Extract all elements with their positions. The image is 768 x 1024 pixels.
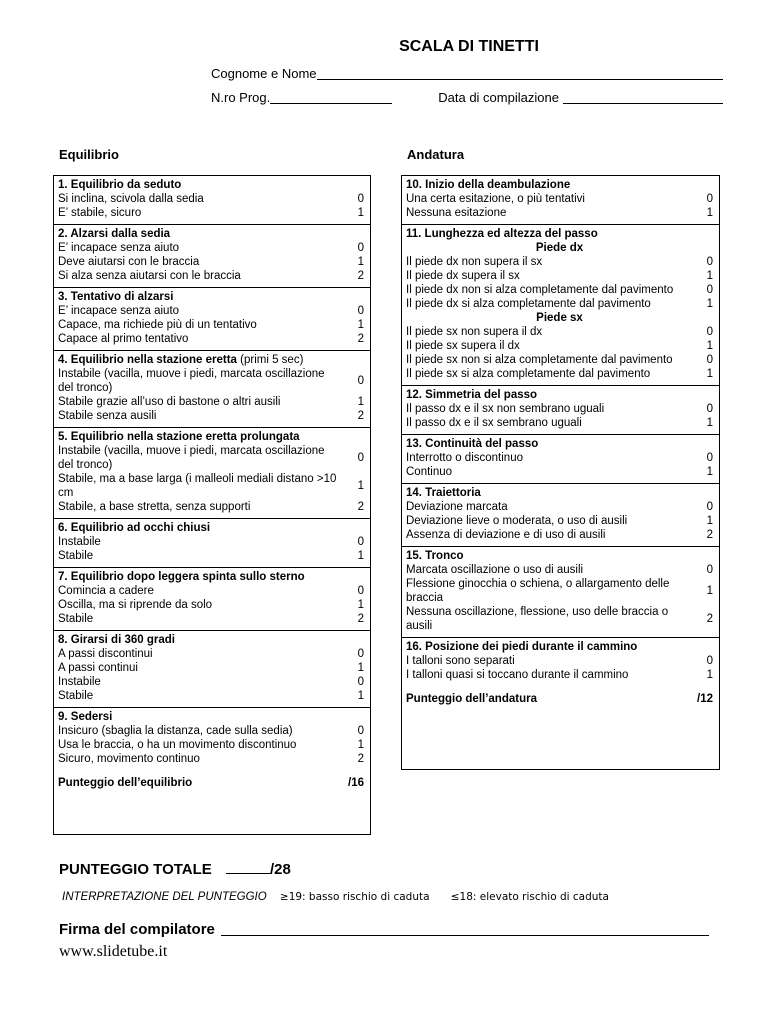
item-title (406, 640, 713, 654)
scale-item (54, 567, 370, 630)
score-option-row[interactable] (58, 206, 364, 220)
option-score: 1 (357, 739, 364, 751)
scale-item (402, 637, 719, 710)
option-score: 0 (357, 648, 364, 660)
scale-item (54, 427, 370, 518)
option-score: 2 (357, 270, 364, 282)
option-score: 1 (706, 368, 713, 380)
option-text: Oscilla, ma si riprende da solo (58, 599, 213, 611)
score-option-row[interactable] (406, 353, 713, 367)
option-score: 0 (357, 725, 364, 737)
option-score: 1 (357, 396, 364, 408)
scale-item (402, 483, 719, 546)
option-text: Il piede sx supera il dx (406, 340, 520, 352)
score-option-row[interactable] (406, 255, 713, 269)
option-score: 1 (357, 550, 364, 562)
prog-input-line[interactable] (270, 90, 392, 104)
foot-subheading: Piede sx (536, 312, 583, 324)
interpretation-row (62, 891, 609, 903)
option-text: Deviazione lieve o moderata, o uso di ausili (406, 515, 628, 527)
scale-item (402, 224, 719, 385)
scale-item (402, 434, 719, 483)
option-text: Flessione ginocchia o schiena, o allargamento delle braccia (406, 578, 670, 604)
item-title (406, 437, 713, 451)
option-score: 1 (357, 662, 364, 674)
option-text: Il passo dx e il sx non sembrano uguali (406, 403, 605, 415)
option-text: E’ stabile, sicuro (58, 207, 142, 219)
option-score: 1 (357, 256, 364, 268)
score-option-row[interactable] (58, 724, 364, 738)
score-option-row[interactable] (58, 241, 364, 255)
option-score: 0 (706, 326, 713, 338)
option-score: 2 (357, 410, 364, 422)
section-total-label: Punteggio dell’equilibrio (58, 777, 193, 789)
item-title (58, 290, 364, 304)
item-title (58, 178, 364, 192)
item-title-note: (primi 5 sec) (240, 354, 304, 366)
section-total-label: Punteggio dell’andatura (406, 693, 537, 705)
score-option-row[interactable] (58, 752, 364, 766)
scale-item (54, 518, 370, 567)
option-text: Stabile (58, 550, 94, 562)
score-option-row[interactable] (58, 500, 364, 514)
option-score: 2 (706, 613, 713, 625)
option-text: Instabile (58, 536, 101, 548)
option-score: 0 (357, 585, 364, 597)
score-option-row[interactable] (58, 612, 364, 626)
score-option-row[interactable] (58, 535, 364, 549)
date-label: Data di compilazione (438, 90, 559, 105)
total-score-row (59, 861, 291, 878)
option-text: Nessuna oscillazione, flessione, uso delle braccia o ausili (406, 606, 669, 632)
score-option-row[interactable] (406, 465, 713, 479)
option-text: Il piede dx supera il sx (406, 270, 520, 282)
option-score: 0 (706, 284, 713, 296)
option-text: Stabile, ma a base larga (i malleoli mediali distano >10 cm (58, 473, 337, 499)
option-score: 0 (706, 354, 713, 366)
score-option-row[interactable] (406, 297, 713, 311)
score-option-row[interactable] (406, 528, 713, 542)
foot-subheading: Piede dx (535, 242, 584, 254)
option-score: 2 (357, 753, 364, 765)
option-text: Deviazione marcata (406, 501, 508, 513)
item-title-text: 5. Equilibrio nella stazione eretta prolungata (58, 431, 300, 443)
score-option-row[interactable] (58, 598, 364, 612)
equilibrio-section (53, 175, 371, 835)
scale-item (54, 350, 370, 427)
option-text: Il piede sx non supera il dx (406, 326, 543, 338)
section-total-max: /16 (348, 777, 364, 789)
option-score: 0 (706, 256, 713, 268)
score-option-row[interactable] (58, 549, 364, 563)
option-score: 0 (706, 564, 713, 576)
option-text: Instabile (vacilla, muove i piedi, marcata oscillazione del tronco) (58, 368, 325, 394)
option-score: 1 (706, 669, 713, 681)
signature-input-line[interactable] (221, 921, 709, 936)
score-option-row[interactable] (406, 514, 713, 528)
option-score: 1 (706, 340, 713, 352)
option-text: I talloni quasi si toccano durante il cammino (406, 669, 629, 681)
score-option-row[interactable] (58, 255, 364, 269)
option-text: I talloni sono separati (406, 655, 515, 667)
option-text: Comincia a cadere (58, 585, 154, 597)
prog-date-row (211, 90, 723, 105)
option-text: Il piede sx non si alza completamente dal pavimento (406, 354, 673, 366)
score-option-row[interactable] (406, 668, 713, 682)
item-title-text: 8. Girarsi di 360 gradi (58, 634, 175, 646)
interpretation-label: INTERPRETAZIONE DEL PUNTEGGIO (62, 891, 267, 903)
item-title (406, 388, 713, 402)
item-title-text: 2. Alzarsi dalla sedia (58, 228, 171, 240)
section-total-row (406, 682, 713, 706)
scale-item (402, 385, 719, 434)
item-title (406, 486, 713, 500)
score-option-row[interactable] (406, 500, 713, 514)
scale-item (54, 176, 370, 224)
item-title-text: 6. Equilibrio ad occhi chiusi (58, 522, 211, 534)
score-option-row[interactable] (406, 283, 713, 297)
option-score: 1 (706, 515, 713, 527)
score-option-row[interactable] (406, 577, 713, 605)
option-score: 1 (357, 599, 364, 611)
total-score-input-line[interactable] (226, 861, 270, 874)
option-text: Instabile (58, 676, 101, 688)
option-score: 2 (706, 529, 713, 541)
item-title-text: 7. Equilibrio dopo leggera spinta sullo sterno (58, 571, 305, 583)
score-option-row[interactable] (406, 605, 713, 633)
option-score: 0 (357, 452, 364, 464)
option-score: 0 (357, 305, 364, 317)
item-title (58, 633, 364, 647)
item-title-text: 16. Posizione dei piedi durante il cammino (406, 641, 638, 653)
page-title: SCALA DI TINETTI (399, 38, 539, 55)
item-title (58, 353, 364, 367)
signature-label: Firma del compilatore (59, 921, 215, 938)
option-score: 0 (357, 193, 364, 205)
score-option-row[interactable] (406, 206, 713, 220)
option-score: 0 (357, 242, 364, 254)
option-text: Capace al primo tentativo (58, 333, 189, 345)
score-option-row[interactable] (58, 304, 364, 318)
score-option-row[interactable] (58, 332, 364, 346)
source-url: www.slidetube.it (59, 943, 168, 960)
item-title-text: 11. Lunghezza ed altezza del passo (406, 228, 598, 240)
option-score: 1 (706, 270, 713, 282)
total-score-max: /28 (269, 861, 291, 878)
option-text: A passi continui (58, 662, 138, 674)
option-score: 0 (357, 676, 364, 688)
item-title (58, 521, 364, 535)
score-option-row[interactable] (406, 339, 713, 353)
option-text: Deve aiutarsi con le braccia (58, 256, 200, 268)
option-text: Una certa esitazione, o più tentativi (406, 193, 585, 205)
option-score: 1 (357, 690, 364, 702)
scale-item (54, 224, 370, 287)
option-score: 2 (357, 501, 364, 513)
option-text: Stabile (58, 690, 94, 702)
score-option-row[interactable] (58, 367, 364, 395)
option-text: Si inclina, scivola dalla sedia (58, 193, 204, 205)
option-score: 1 (357, 207, 364, 219)
score-option-row[interactable] (58, 661, 364, 675)
item-title-text: 4. Equilibrio nella stazione eretta (58, 354, 237, 366)
signature-row (59, 921, 709, 938)
score-option-row[interactable] (58, 409, 364, 423)
interpretation-high-risk: ≤18: elevato rischio di caduta (450, 891, 609, 903)
item-title (58, 570, 364, 584)
option-text: Sicuro, movimento continuo (58, 753, 200, 765)
score-option-row[interactable] (58, 444, 364, 472)
option-score: 1 (357, 480, 364, 492)
item-title-text: 9. Sedersi (58, 711, 113, 723)
score-option-row[interactable] (58, 395, 364, 409)
score-option-row[interactable] (58, 647, 364, 661)
option-score: 0 (706, 452, 713, 464)
option-text: Stabile, a base stretta, senza supporti (58, 501, 251, 513)
item-title (58, 227, 364, 241)
score-option-row[interactable] (58, 192, 364, 206)
name-field-row (211, 66, 723, 81)
option-text: Insicuro (sbaglia la distanza, cade sulla sedia) (58, 725, 293, 737)
score-option-row[interactable] (406, 367, 713, 381)
scale-item (54, 630, 370, 707)
option-score: 1 (706, 466, 713, 478)
option-score: 2 (357, 333, 364, 345)
option-score: 0 (357, 375, 364, 387)
score-option-row[interactable] (406, 325, 713, 339)
option-text: Usa le braccia, o ha un movimento discontinuo (58, 739, 297, 751)
score-option-row[interactable] (406, 269, 713, 283)
option-score: 1 (706, 207, 713, 219)
andatura-heading: Andatura (407, 147, 465, 162)
andatura-section (401, 175, 720, 770)
total-score-label: PUNTEGGIO TOTALE (59, 861, 212, 878)
item-title (406, 227, 713, 241)
item-title-text: 1. Equilibrio da seduto (58, 179, 182, 191)
option-text: Interrotto o discontinuo (406, 452, 523, 464)
prog-label: N.ro Prog. (211, 90, 271, 105)
score-option-row[interactable] (58, 472, 364, 500)
option-text: Stabile (58, 613, 94, 625)
option-text: Continuo (406, 466, 453, 478)
item-title-text: 12. Simmetria del passo (406, 389, 538, 401)
scale-item (402, 176, 719, 224)
option-score: 1 (706, 298, 713, 310)
scale-item (402, 546, 719, 637)
score-option-row[interactable] (406, 451, 713, 465)
option-score: 0 (357, 536, 364, 548)
item-title (406, 178, 713, 192)
option-score: 1 (357, 319, 364, 331)
option-text: Il piede dx non si alza completamente dal pavimento (406, 284, 674, 296)
score-option-row[interactable] (58, 269, 364, 283)
name-input-line[interactable] (317, 66, 724, 80)
score-option-row[interactable] (58, 318, 364, 332)
option-text: Si alza senza aiutarsi con le braccia (58, 270, 241, 282)
scale-item (54, 707, 370, 794)
option-score: 0 (706, 655, 713, 667)
item-title-text: 10. Inizio della deambulazione (406, 179, 571, 191)
score-option-row[interactable] (406, 416, 713, 430)
item-title (58, 430, 364, 444)
item-title-text: 14. Traiettoria (406, 487, 481, 499)
option-text: Instabile (vacilla, muove i piedi, marcata oscillazione del tronco) (58, 445, 325, 471)
score-option-row[interactable] (58, 689, 364, 703)
option-text: A passi discontinui (58, 648, 153, 660)
option-score: 1 (706, 417, 713, 429)
item-title-text: 3. Tentativo di alzarsi (58, 291, 174, 303)
equilibrio-heading: Equilibrio (59, 147, 119, 162)
item-title (406, 549, 713, 563)
option-score: 0 (706, 193, 713, 205)
option-text: Nessuna esitazione (406, 207, 507, 219)
scale-item (54, 287, 370, 350)
score-option-row[interactable] (406, 654, 713, 668)
score-option-row[interactable] (58, 675, 364, 689)
option-score: 2 (357, 613, 364, 625)
section-total-row (58, 766, 364, 790)
score-option-row[interactable] (406, 563, 713, 577)
section-total-max: /12 (697, 693, 713, 705)
date-input-line[interactable] (563, 90, 723, 104)
score-option-row[interactable] (406, 402, 713, 416)
option-score: 0 (706, 403, 713, 415)
option-text: Assenza di deviazione e di uso di ausili (406, 529, 606, 541)
option-text: Stabile grazie all’uso di bastone o altri ausili (58, 396, 281, 408)
option-score: 1 (706, 585, 713, 597)
item-title-text: 15. Tronco (406, 550, 464, 562)
option-score: 0 (706, 501, 713, 513)
option-text: Il piede dx non supera il sx (406, 256, 543, 268)
score-option-row[interactable] (406, 192, 713, 206)
score-option-row[interactable] (58, 738, 364, 752)
option-text: E’ incapace senza aiuto (58, 305, 180, 317)
option-text: E’ incapace senza aiuto (58, 242, 180, 254)
option-text: Marcata oscillazione o uso di ausili (406, 564, 584, 576)
interpretation-low-risk: ≥19: basso rischio di caduta (279, 891, 430, 903)
name-label: Cognome e Nome (211, 66, 317, 81)
item-title-text: 13. Continuità del passo (406, 438, 539, 450)
option-text: Il piede dx si alza completamente dal pavimento (406, 298, 651, 310)
option-text: Capace, ma richiede più di un tentativo (58, 319, 257, 331)
option-text: Stabile senza ausili (58, 410, 157, 422)
item-title (58, 710, 364, 724)
score-option-row[interactable] (58, 584, 364, 598)
option-text: Il passo dx e il sx sembrano uguali (406, 417, 582, 429)
option-text: Il piede sx si alza completamente dal pavimento (406, 368, 651, 380)
